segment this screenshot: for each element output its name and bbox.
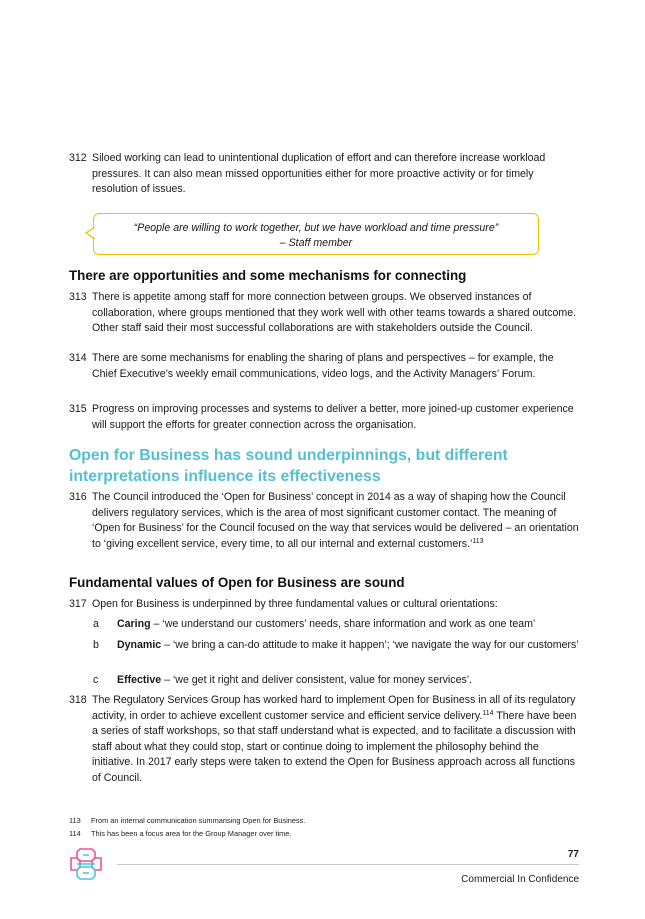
paragraph-314 — [69, 351, 579, 382]
paragraph-text: There are some mechanisms for enabling the sharing of plans and perspectives – for example, the Chief Executive’s weekly email communications, video logs, and the Activity Managers’ Forum. — [92, 352, 554, 380]
council-logo-icon — [68, 846, 104, 882]
value-label: Caring — [117, 618, 151, 630]
quote-attribution: – Staff member — [279, 237, 353, 249]
paragraph-317 — [69, 597, 579, 613]
value-text — [117, 638, 579, 654]
paragraph-text: Open for Business is underpinned by three fundamental values or cultural orientations: — [92, 598, 498, 610]
paragraph-number: 315 — [69, 403, 87, 415]
value-label: Effective — [117, 674, 162, 686]
paragraph-text — [92, 490, 579, 552]
value-item-effective — [93, 673, 579, 689]
list-letter: c — [93, 674, 99, 686]
paragraph-number: 316 — [69, 491, 87, 503]
footnote-text: From an internal communication summarising Open for Business. — [91, 816, 306, 825]
chapter-heading-open-for-business: Open for Business has sound underpinnings, but different interpretations influence its effectiveness — [69, 447, 508, 485]
value-description: – ‘we get it right and deliver consistent, value for money services’. — [161, 674, 473, 686]
paragraph-number: 314 — [69, 352, 87, 364]
value-label: Dynamic — [117, 639, 162, 651]
paragraph-body: The Council introduced the ‘Open for Business’ concept in 2014 as a way of shaping how the Council delivers regulatory services, which is the area of most significant customer contact. The meaning of ‘Open for Business’ for the Council focused on the way that services would be delivered – an orientation to ‘giving excellent service, every time, to all our internal and external customers.’ — [92, 491, 579, 550]
paragraph-text: Siloed working can lead to unintentional duplication of effort and can therefore increase workload pressures. It can also mean missed opportunities either for more proactive activity or for timely resolution of issues. — [92, 152, 546, 196]
value-item-caring — [93, 617, 579, 633]
paragraph-315 — [69, 402, 579, 433]
value-item-dynamic — [93, 638, 579, 654]
footnote-ref-114: 114 — [482, 709, 494, 717]
value-text — [117, 617, 579, 633]
paragraph-312 — [69, 151, 579, 198]
paragraph-number: 313 — [69, 291, 87, 303]
staff-quote-callout — [93, 213, 539, 255]
list-letter: a — [93, 618, 99, 630]
section-heading-values: Fundamental values of Open for Business are sound — [69, 575, 405, 590]
paragraph-body-a: The Regulatory Services Group has worked hard to implement Open for Business in all of its regulatory activity, in order to achieve excellent customer service and efficient service delivery. — [92, 694, 576, 722]
value-text — [117, 673, 579, 689]
paragraph-number: 317 — [69, 598, 87, 610]
paragraph-text: Progress on improving processes and systems to deliver a better, more joined-up customer experience will support the efforts for greater connection across the organisation. — [92, 403, 574, 431]
paragraph-316 — [69, 490, 579, 552]
footnote-114 — [69, 829, 291, 838]
section-heading-opportunities: There are opportunities and some mechanisms for connecting — [69, 268, 467, 283]
confidentiality-label: Commercial In Confidence — [461, 874, 579, 885]
paragraph-number: 318 — [69, 694, 87, 706]
paragraph-number: 312 — [69, 152, 87, 164]
paragraph-313 — [69, 290, 579, 337]
paragraph-text — [92, 693, 579, 787]
footnote-number: 114 — [69, 829, 81, 838]
footnote-113 — [69, 816, 305, 825]
paragraph-318 — [69, 693, 579, 787]
quote-text: “People are willing to work together, but we have workload and time pressure” — [133, 222, 499, 234]
footnote-text: This has been a focus area for the Group Manager over time. — [91, 829, 292, 838]
page-number: 77 — [567, 849, 579, 860]
paragraph-text: There is appetite among staff for more connection between groups. We observed instances of collaboration, where groups mentioned that they work well with other teams towards a shared outcome. Other staff said their most successful collaborations are with stakeholders outside the Council. — [92, 291, 577, 335]
value-description: – ‘we understand our customers’ needs, share information and work as one team’ — [150, 618, 536, 630]
value-description: – ‘we bring a can-do attitude to make it happen’; ‘we navigate the way for our customers’ — [161, 639, 579, 651]
footnote-ref-113: 113 — [472, 537, 484, 545]
footer-divider — [117, 864, 579, 865]
paragraph-body-b: There have been a series of staff workshops, so that staff understand what is expected, and to facilitate a discussion with staff about what they could stop, start or continue doing to implement the philosophy behind the initiative. In 2017 early steps were taken to extend the Open for Business approach across all functions of Council. — [92, 709, 577, 784]
list-letter: b — [93, 639, 99, 651]
footnote-number: 113 — [69, 816, 81, 825]
